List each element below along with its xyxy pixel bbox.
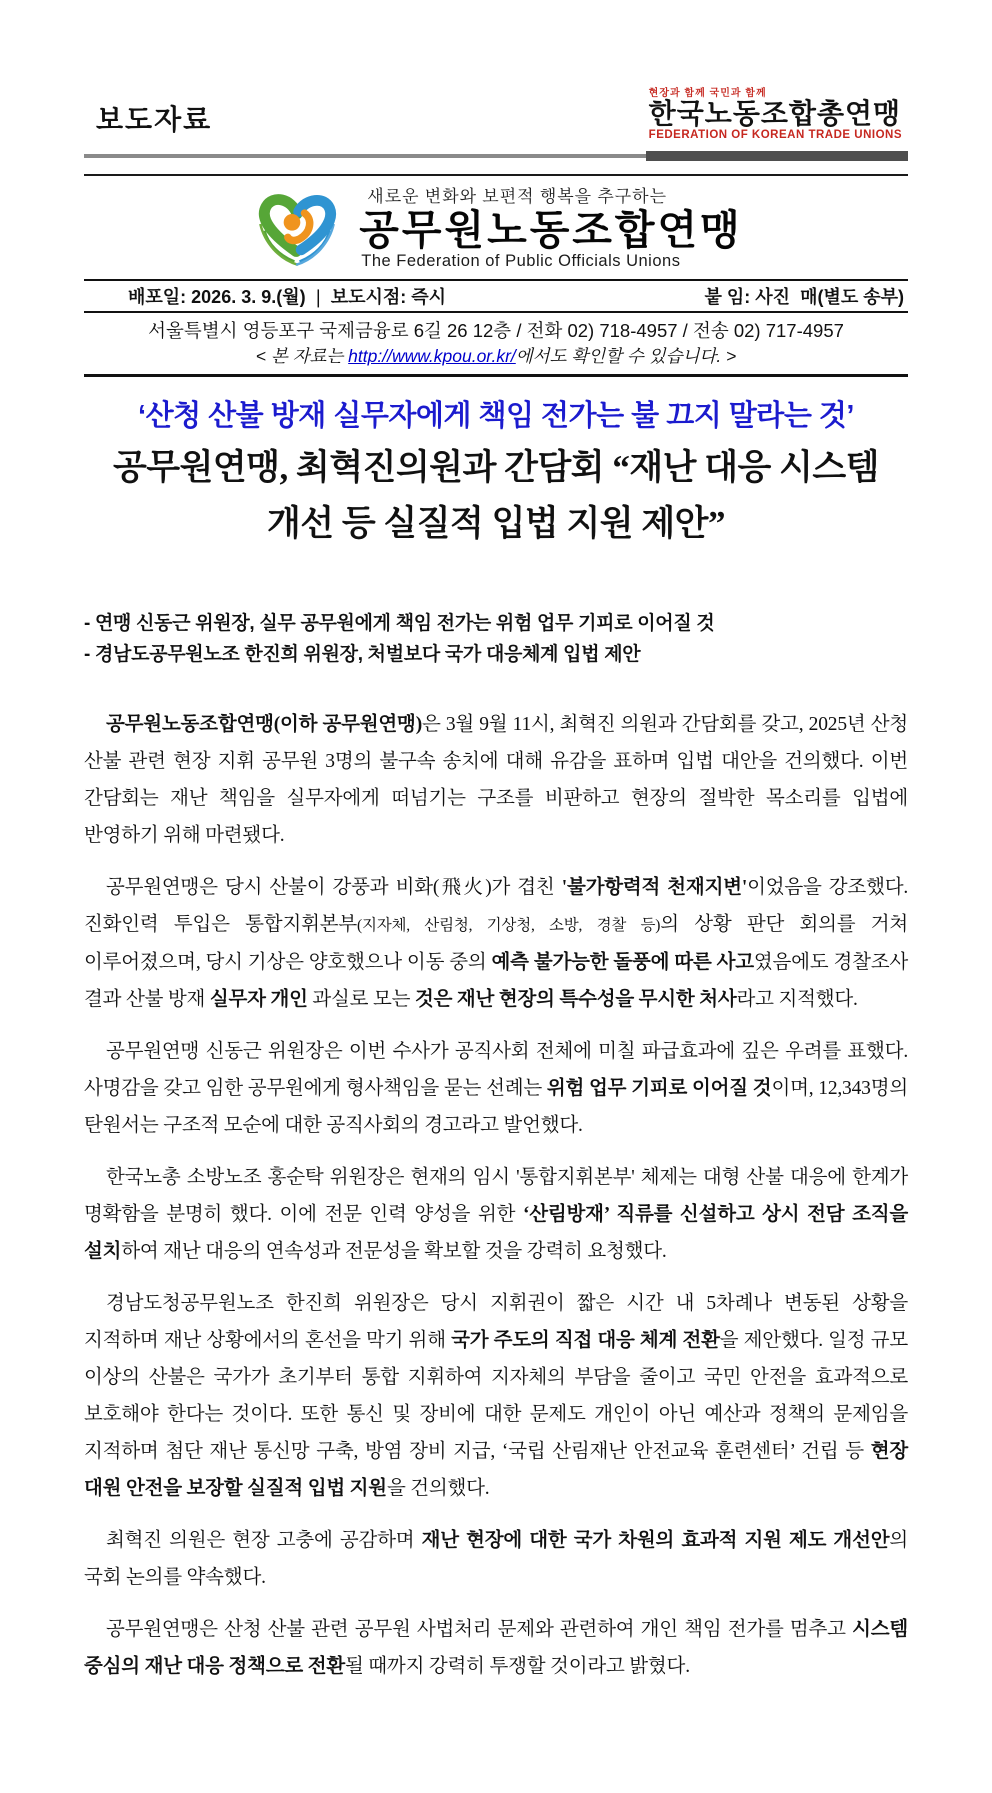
paragraph [84, 1522, 908, 1596]
release-date: 배포일: 2026. 3. 9.(월) ❘ 보도시점: 즉시 [128, 287, 447, 307]
paragraph-text: 을 제안했다. 일정 규모 이상의 산불은 국가가 초기부터 통합 지휘하여 지자체의 부담을 줄이고 국민 안전을 효과적으로 보호해야 한다는 것이다. 또한 통신 및 장비에 대한 문제도 개인이 아닌 예산과 정책의 문제임을 지적하며 첨단 재난 통신망 구축, 방염 장비 지급, ‘국립 산림재난 안전교육 훈련센터’ 건립 등 [84, 1330, 908, 1462]
attachment-info: 붙 임: 사진 매(별도 송부) [704, 287, 904, 307]
paragraph [84, 1033, 908, 1144]
paragraph-text: 은 3월 9월 11시, 최혁진 의원과 간담회를 갖고, 2025년 산청 산불 관련 현장 지휘 공무원 3명의 불구속 송치에 대해 유감을 표하며 입법 대안을 건의했다. 이번 간담회는 재난 책임을 실무자에게 떠넘기는 구조를 비판하고 현장의 절박한 목소리를 입법에 반영하기 위해 마련됐다. [84, 714, 908, 846]
paragraph-text: 공무원연맹은 당시 산불이 강풍과 비화(飛火)가 겹친 [106, 877, 562, 898]
paragraph-text: 최혁진 의원은 현장 고충에 공감하며 [106, 1530, 422, 1551]
fktu-name: 한국노동조합총연맹 [648, 98, 902, 129]
notice-suffix: 에서도 확인할 수 있습니다. > [515, 346, 737, 366]
header-divider-right [646, 151, 908, 161]
subpoints [84, 608, 908, 670]
paragraph-text: 현장 대원 안전을 보장할 실질적 입법 지원 [84, 1441, 908, 1499]
top-header [84, 84, 908, 151]
kpou-heart-hands-logo-icon [249, 189, 345, 269]
body-paragraphs [84, 706, 908, 1685]
paragraph-text: 과실로 모는 [307, 989, 415, 1010]
paragraph [84, 1159, 908, 1270]
paragraph-text: (지자체, 산림청, 기상청, 소방, 경찰 등) [357, 917, 661, 934]
release-info-row [84, 281, 908, 313]
paragraph [84, 869, 908, 1018]
subpoint-1: - 연맹 신동근 위원장, 실무 공무원에게 책임 전가는 위험 업무 기피로 이어질 것 [84, 613, 715, 634]
paragraph-text: 의 국회 논의를 약속했다. [84, 1530, 908, 1588]
paragraph-text: 될 때까지 강력히 투쟁할 것이라고 밝혔다. [344, 1656, 690, 1677]
headline-black-line1: 공무원연맹, 최혁진의원과 간담회 “재난 대응 시스템 [112, 448, 879, 487]
address-line: 서울특별시 영등포구 국제금융로 6길 26 12층 / 전화 02) 718-4957 / 전송 02) 717-4957 [148, 320, 844, 341]
paragraph-text: 의 상황 판단 회의를 거쳐 이루어졌으며, 당시 기상은 양호했으나 이동 중의 [84, 914, 908, 973]
org-slogan: 새로운 변화와 보편적 행복을 추구하는 [367, 187, 668, 206]
paragraph-text: 재난 현장에 대한 국가 차원의 효과적 지원 제도 개선안 [421, 1530, 890, 1551]
press-release-page [84, 0, 908, 1685]
header-divider [84, 151, 908, 161]
paragraph-text: 공무원노동조합연맹(이하 공무원연맹) [106, 714, 422, 735]
paragraph-text: 을 건의했다. [386, 1478, 490, 1499]
paragraph-text: '불가항력적 천재지변' [561, 877, 748, 898]
paragraph-text: 예측 불가능한 돌풍에 따른 사고 [491, 952, 754, 973]
paragraph [84, 1611, 908, 1685]
paragraph-text: 실무자 개인 [209, 989, 308, 1010]
headline-black [84, 440, 908, 552]
subpoint-2: - 경남도공무원노조 한진희 위원장, 처벌보다 국가 대응체계 입법 제안 [84, 644, 641, 665]
paragraph-text: 하여 재난 대응의 연속성과 전문성을 확보할 것을 강력히 요청했다. [121, 1241, 667, 1262]
doc-type-label: 보도자료 [96, 103, 213, 135]
fktu-name-en: FEDERATION OF KOREAN TRADE UNIONS [648, 129, 902, 141]
paragraph-text: 라고 지적했다. [736, 989, 858, 1010]
fktu-slogan: 현장과 함께 국민과 함께 [648, 88, 767, 99]
paragraph-text: 것은 재난 현장의 특수성을 무시한 처사 [414, 989, 737, 1010]
paragraph-text: 공무원연맹은 산청 산불 관련 공무원 사법처리 문제와 관련하여 개인 책임 전가를 멈추고 [106, 1619, 853, 1640]
header-divider-left [84, 154, 646, 158]
paragraph-text: 시스템 중심의 재난 대응 정책으로 전환 [84, 1619, 908, 1677]
notice-prefix: < 본 자료는 [255, 346, 349, 366]
paragraph-text: 이며, 12,343명의 탄원서는 구조적 모순에 대한 공직사회의 경고라고 발언했다. [84, 1078, 908, 1136]
paragraph-text: 경남도청공무원노조 한진희 위원장은 당시 지휘권이 짧은 시간 내 5차례나 변동된 상황을 지적하며 재난 상황에서의 혼선을 막기 위해 [84, 1293, 908, 1351]
paragraph-text: 공무원연맹 신동근 위원장은 이번 수사가 공직사회 전체에 미칠 파급효과에 깊은 우려를 표했다. 사명감을 갖고 임한 공무원에게 형사책임을 묻는 선례는 [84, 1041, 908, 1099]
paragraph-text: 위험 업무 기피로 이어질 것 [546, 1078, 772, 1099]
paragraph [84, 706, 908, 854]
paragraph-text: ‘산림방재’ 직류를 신설하고 상시 전담 조직을 설치 [84, 1204, 908, 1262]
website-link[interactable]: http://www.kpou.or.kr/ [348, 346, 516, 366]
org-block [84, 176, 908, 275]
paragraph-text: 한국노총 소방노조 홍순탁 위원장은 현재의 임시 '통합지휘본부' 체제는 대형 산불 대응에 한계가 명확함을 분명히 했다. 이에 전문 인력 양성을 위한 [84, 1167, 908, 1225]
org-name: 공무원노동조합연맹 [359, 207, 743, 253]
notice-line [84, 341, 908, 374]
paragraph-text: 이었음을 강조했다. 진화인력 투입은 통합지휘본부 [84, 877, 909, 935]
paragraph-text: 였음에도 경찰조사 결과 산불 방재 [84, 952, 909, 1010]
paragraph [84, 1285, 908, 1507]
paragraph-text: 국가 주도의 직접 대응 체계 전환 [451, 1330, 720, 1351]
headline-black-line2: 개선 등 실질적 입법 지원 제안” [267, 504, 725, 543]
headline-blue: ‘산청 산불 방재 실무자에게 책임 전가는 불 끄지 말라는 것’ [138, 400, 854, 432]
info-table [84, 279, 908, 377]
fktu-logo-block [649, 84, 902, 141]
org-name-en: The Federation of Public Officials Unions [361, 252, 681, 270]
org-text [359, 182, 742, 271]
